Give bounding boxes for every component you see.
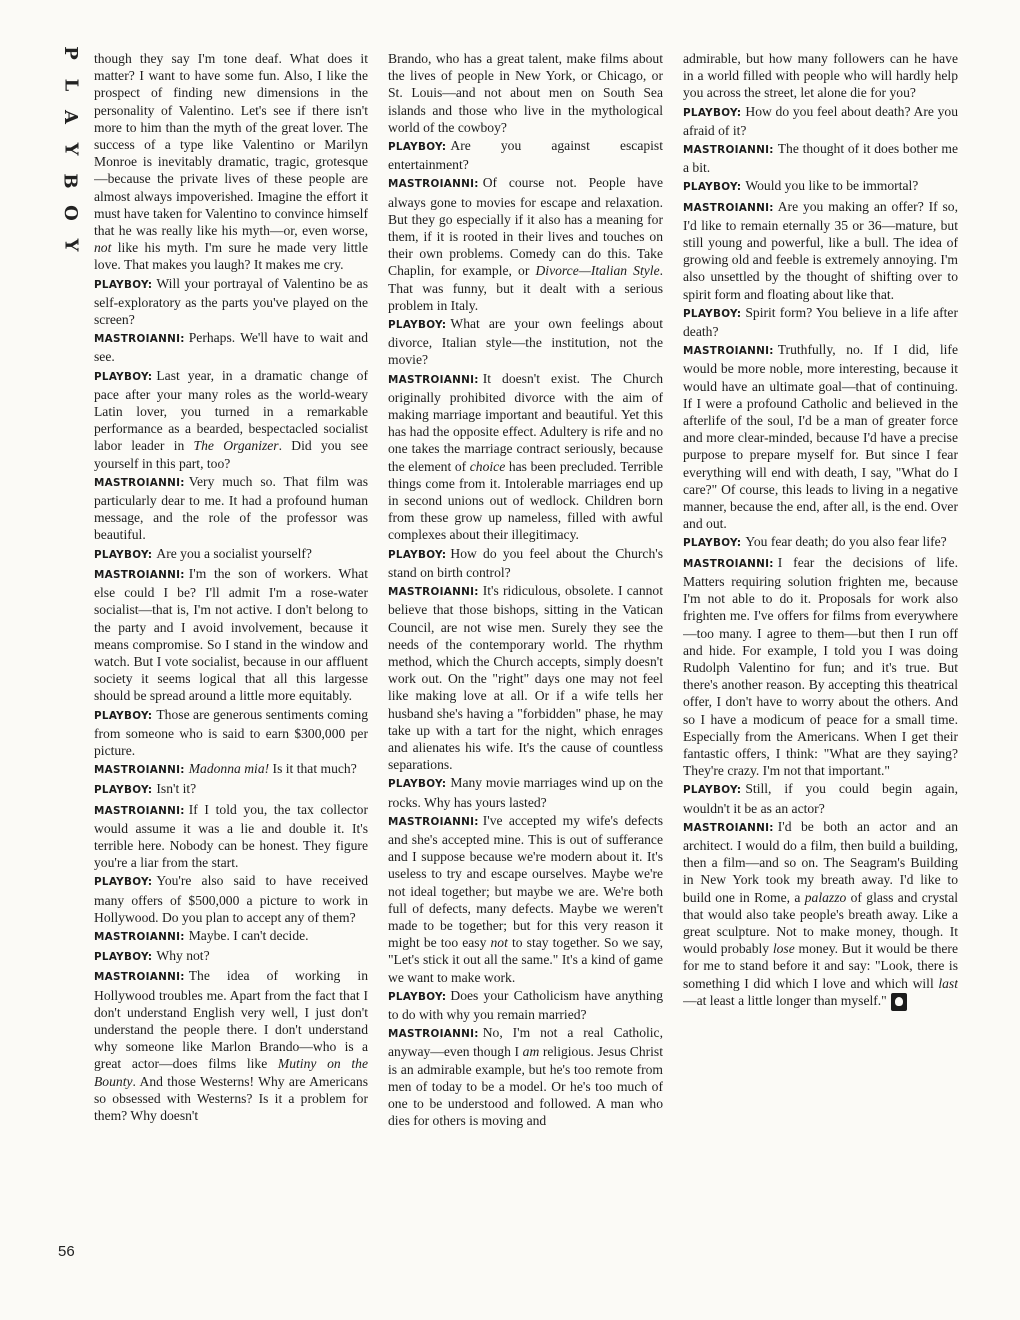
interview-paragraph xyxy=(388,582,663,773)
masthead-letter: L xyxy=(60,78,81,92)
paragraph-text: Maybe. I can't decide. xyxy=(188,927,309,943)
interview-paragraph xyxy=(388,174,663,314)
speaker-label: PLAYBOY: xyxy=(94,548,153,561)
paragraph-text: Truthfully, no. If I did, life would be more noble, more interesting, because it would have an ultimate goal—that of continuing. If I were a profound Catholic and believed in the afterlife of the soul, I'd be a man of greater force and more clear-minded, because I'd have a precise purpose to prepare myself for. But since I fear everything will end with death, I say, "What do I care?" Of course, this leads to living in a negative manner, because the end, after all, is the end. Over and out. xyxy=(683,342,958,532)
interview-paragraph xyxy=(94,947,368,966)
speaker-label: MASTROIANNI: xyxy=(388,1028,479,1041)
interview-paragraph xyxy=(388,137,663,173)
interview-paragraph xyxy=(94,801,368,872)
interview-paragraph xyxy=(388,987,663,1023)
paragraph-text: Many movie marriages wind up on the rocks. Why has yours lasted? xyxy=(388,775,663,810)
interview-paragraph xyxy=(388,315,663,369)
paragraph-text: No, I'm not a real Catholic, anyway—even though I am religious. Jesus Christ is an admirable example, but he's too remote from men of today to be a model. Or he's too much of one to be understood and followed. A man who dies for others is moving and xyxy=(388,1025,663,1129)
paragraph-text: though they say I'm tone deaf. What does it matter? I want to have some fun. Also, I like the prospect of finding new dimensions in the personality of Valentino. Let's see if there isn't more to him than the myth of the great lover. The success of a type like Valentino or Marilyn Monroe is inevitably dramatic, tragic, grotesque—because the private lives of these people are almost always impoverished. Imagine the effort it must have taken for Valentino to convince himself that he was really like his myth—or, even worse, not like his myth. I'm sure he made very little love. That makes you laugh? It makes me cry. xyxy=(94,51,368,273)
interview-paragraph xyxy=(683,140,958,176)
interview-paragraph xyxy=(94,50,368,274)
interview-paragraph xyxy=(388,812,663,986)
speaker-label: MASTROIANNI: xyxy=(388,178,479,191)
speaker-label: PLAYBOY: xyxy=(683,537,742,550)
speaker-label: MASTROIANNI: xyxy=(683,201,774,214)
paragraph-text: Does your Catholicism have anything to do with why you remain married? xyxy=(388,987,663,1022)
paragraph-text: Those are generous sentiments coming from someone who is said to earn $300,000 per picture. xyxy=(94,706,368,758)
paragraph-text: The thought of it does bother me a bit. xyxy=(683,141,958,176)
interview-paragraph xyxy=(683,780,958,816)
speaker-label: PLAYBOY: xyxy=(683,307,742,320)
paragraph-text: Perhaps. We'll have to wait and see. xyxy=(94,330,368,365)
speaker-label: MASTROIANNI: xyxy=(683,144,774,157)
masthead-letter: Y xyxy=(59,142,81,156)
paragraph-text: What are your own feelings about divorce, Italian style—the institution, not the movie? xyxy=(388,316,663,368)
masthead-playboy xyxy=(58,44,82,254)
interview-paragraph xyxy=(94,329,368,365)
interview-paragraph xyxy=(94,565,368,705)
speaker-label: PLAYBOY: xyxy=(94,370,153,383)
speaker-label: MASTROIANNI: xyxy=(388,586,479,599)
speaker-label: PLAYBOY: xyxy=(683,106,742,119)
interview-paragraph xyxy=(94,872,368,926)
interview-paragraph xyxy=(94,367,368,472)
interview-paragraph xyxy=(94,275,368,329)
paragraph-text: The idea of working in Hollywood troubles me. Apart from the fact that I don't understand English very well, I just don't understand the people there. I don't understand why someone like Marlon Brando—who is a great actor—does films like Mutiny on the Bounty. And those Westerns! Why are Americans so obsessed with Westerns? Is it a problem for them? Why doesn't xyxy=(94,968,368,1123)
paragraph-text: How do you feel about the Church's stand on birth control? xyxy=(388,545,663,580)
interview-paragraph xyxy=(388,370,663,544)
speaker-label: MASTROIANNI: xyxy=(683,557,774,570)
paragraph-text: I'm the son of workers. What else could I be? I'll admit I'm a rose-water socialist—that is, I'm not active. I don't belong to the party and I avoid involvement, because it means compromise. So I stand in the window and watch. But I vote socialist, because in our affluent society it seems logical that all this largesse should be spread around a little more equitably. xyxy=(94,565,368,704)
interview-paragraph xyxy=(94,760,368,779)
speaker-label: MASTROIANNI: xyxy=(94,930,185,943)
speaker-label: PLAYBOY: xyxy=(94,951,153,964)
interview-paragraph xyxy=(388,1024,663,1129)
speaker-label: PLAYBOY: xyxy=(94,278,153,291)
paragraph-text: Will your portrayal of Valentino be as self-exploratory as the parts you've played on the screen? xyxy=(94,275,368,328)
paragraph-text: Very much so. That film was particularly dear to me. It had a profound human message, and the role of the professor was beautiful. xyxy=(94,473,368,543)
text-column-3 xyxy=(683,50,958,1260)
paragraph-text: Why not? xyxy=(156,948,210,964)
interview-paragraph xyxy=(94,780,368,799)
text-column-1 xyxy=(94,50,368,1260)
interview-paragraph xyxy=(388,774,663,810)
speaker-label: PLAYBOY: xyxy=(388,141,447,154)
speaker-label: MASTROIANNI: xyxy=(94,476,185,489)
speaker-label: PLAYBOY: xyxy=(94,709,153,722)
paragraph-text: It's ridiculous, obsolete. I cannot believe that those bishops, sitting in the Vatican Council, are not wise men. Surely they see the needs of the contemporary world. The rhythm method, which the Church accepts, simply doesn't work out. On the "right" days one may not feel like making love at all. Or if a wife tells her husband she's having a "forbidden" phase, he may take up with a tart for the night, which enrages and alienates his wife. It's the cause of countless separations. xyxy=(388,583,663,773)
masthead-letter: Y xyxy=(59,238,81,252)
masthead-letter: O xyxy=(60,205,81,221)
page-number: 56 xyxy=(58,1243,75,1260)
speaker-label: PLAYBOY: xyxy=(683,181,742,194)
paragraph-text: Last year, in a dramatic change of pace after your many roles as the world-weary Latin lover, you turned in a remarkable performance as a bearded, bespectacled socialist labor leader in The Organizer. Did you see yourself in this part, too? xyxy=(94,367,368,471)
speaker-label: PLAYBOY: xyxy=(388,990,447,1003)
masthead-letter: B xyxy=(60,173,81,189)
paragraph-text: If I told you, the tax collector would assume it was a lie and double it. It's terrible here. Nobody can be honest. They figure you're a liar from the start. xyxy=(94,801,368,871)
speaker-label: PLAYBOY: xyxy=(94,784,153,797)
paragraph-text: I'd be both an actor and an architect. I would do a film, then build a building, then a film—and so on. The Seagram's Building in New York took my breath away. I'd like to build one in Rome, a palazzo of glass and crystal that would also take people's breath away. Like a great sculpture. Not to make money, though. It would probably lose money. But it would be there for me to stand before it and say: "Look, there is something I did which I love and which will last—at least a little longer than myself." xyxy=(683,818,958,1008)
paragraph-text: I've accepted my wife's defects and she's accepted mine. This is out of sufferance and I suppose because we're modern about it. It's useless to try and escape ourselves. Maybe we're not ideal together; but maybe we are. We're both full of defects, many defects. Maybe we weren't made to be together; but for this very reason it might be too easy not to stay together. So we say, "Let's stick it out all the same." It's a kind of game we want to make work. xyxy=(388,812,663,985)
interview-paragraph xyxy=(683,198,958,303)
paragraph-text: Brando, who has a great talent, make films about the lives of people in New York, or Chicago, or St. Louis—and not about men on South Sea islands and those who live in the mythological world of the cowboy? xyxy=(388,51,663,135)
interview-paragraph xyxy=(683,103,958,139)
paragraph-text: How do you feel about death? Are you afraid of it? xyxy=(683,103,958,138)
speaker-label: PLAYBOY: xyxy=(683,784,742,797)
interview-paragraph xyxy=(683,304,958,340)
interview-paragraph xyxy=(683,341,958,532)
paragraph-text: I fear the decisions of life. Matters requiring solution frighten me, because I'm not able to do it. Proposals for work also frighten me. I've offers for films from everywhere—too many. I agree to them—but then I run off and hide. For example, I told you I was doing Rudolph Valentino for fun; and it's true. But there's another reason. By accepting this theatrical offer, I don't have to worry about the others. And so I have a modicum of peace for a small time. Especially from the Americans. When I get their fantastic offers, I think: "What are they saying? They're crazy. I'm not that important." xyxy=(683,554,958,779)
interview-paragraph xyxy=(683,818,958,1011)
speaker-label: PLAYBOY: xyxy=(388,548,447,561)
paragraph-text: Of course not. People have always gone to movies for escape and relaxation. But they go especially if it also has a meaning for them, if it is rooted in their lives and touches on their own problems. Comedy can do this. Take Chaplin, for example, or Divorce—Italian Style. That was funny, but it dealt with a serious problem in Italy. xyxy=(388,175,663,313)
speaker-label: PLAYBOY: xyxy=(94,876,153,889)
paragraph-text: Are you a socialist yourself? xyxy=(156,545,312,561)
paragraph-text: Would you like to be immortal? xyxy=(745,178,919,194)
speaker-label: MASTROIANNI: xyxy=(94,971,185,984)
speaker-label: MASTROIANNI: xyxy=(94,804,185,817)
interview-paragraph xyxy=(683,554,958,780)
interview-paragraph xyxy=(388,50,663,136)
paragraph-text: Are you against escapist entertainment? xyxy=(388,138,663,173)
paragraph-text: You fear death; do you also fear life? xyxy=(745,534,947,550)
speaker-label: MASTROIANNI: xyxy=(388,373,479,386)
paragraph-text: Still, if you could begin again, wouldn't it be as an actor? xyxy=(683,781,958,816)
interview-paragraph xyxy=(94,706,368,760)
interview-paragraph xyxy=(388,545,663,581)
masthead-letter: A xyxy=(60,110,81,124)
speaker-label: MASTROIANNI: xyxy=(683,345,774,358)
paragraph-text: Isn't it? xyxy=(156,781,197,797)
paragraph-text: Madonna mia! Is it that much? xyxy=(188,761,357,777)
interview-paragraph xyxy=(94,967,368,1124)
paragraph-text: You're also said to have received many offers of $500,000 a picture to work in Hollywood. Do you plan to accept any of them? xyxy=(94,873,368,925)
interview-paragraph xyxy=(94,927,368,946)
interview-paragraph xyxy=(683,533,958,552)
speaker-label: MASTROIANNI: xyxy=(94,764,185,777)
paragraph-text: admirable, but how many followers can he have in a world filled with people who will hardly help you across the street, let alone die for you? xyxy=(683,51,958,101)
masthead-letter: P xyxy=(59,46,81,60)
interview-paragraph xyxy=(683,177,958,196)
interview-paragraph xyxy=(94,473,368,544)
paragraph-text: It doesn't exist. The Church originally prohibited divorce with the aim of making marriage important and beautiful. Yet this has had the opposite effect. Adultery is rife and no one takes the marriage contract seriously, because the element of choice has been precluded. Terrible things come from it. Intolerable marriages end up in second unions out of wedlock. Children born from these grow up nameless, filled with awful complexes about their illegitimacy. xyxy=(388,370,663,543)
speaker-label: MASTROIANNI: xyxy=(94,568,185,581)
speaker-label: PLAYBOY: xyxy=(388,319,447,332)
text-column-2 xyxy=(388,50,663,1260)
paragraph-text: Are you making an offer? If so, I'd like to remain eternally 35 or 36—mature, but still young and powerful, like a bull. The idea of growing old and feeble is extremely annoying. I'm also unsettled by the thought of shifting over to spirit form and floating about like that. xyxy=(683,198,958,302)
rabbit-end-mark-icon xyxy=(891,993,907,1011)
interview-paragraph xyxy=(94,545,368,564)
interview-paragraph xyxy=(683,50,958,102)
speaker-label: MASTROIANNI: xyxy=(388,815,479,828)
speaker-label: MASTROIANNI: xyxy=(683,821,774,834)
paragraph-text: Spirit form? You believe in a life after death? xyxy=(683,304,958,340)
speaker-label: MASTROIANNI: xyxy=(94,333,185,346)
speaker-label: PLAYBOY: xyxy=(388,778,447,791)
